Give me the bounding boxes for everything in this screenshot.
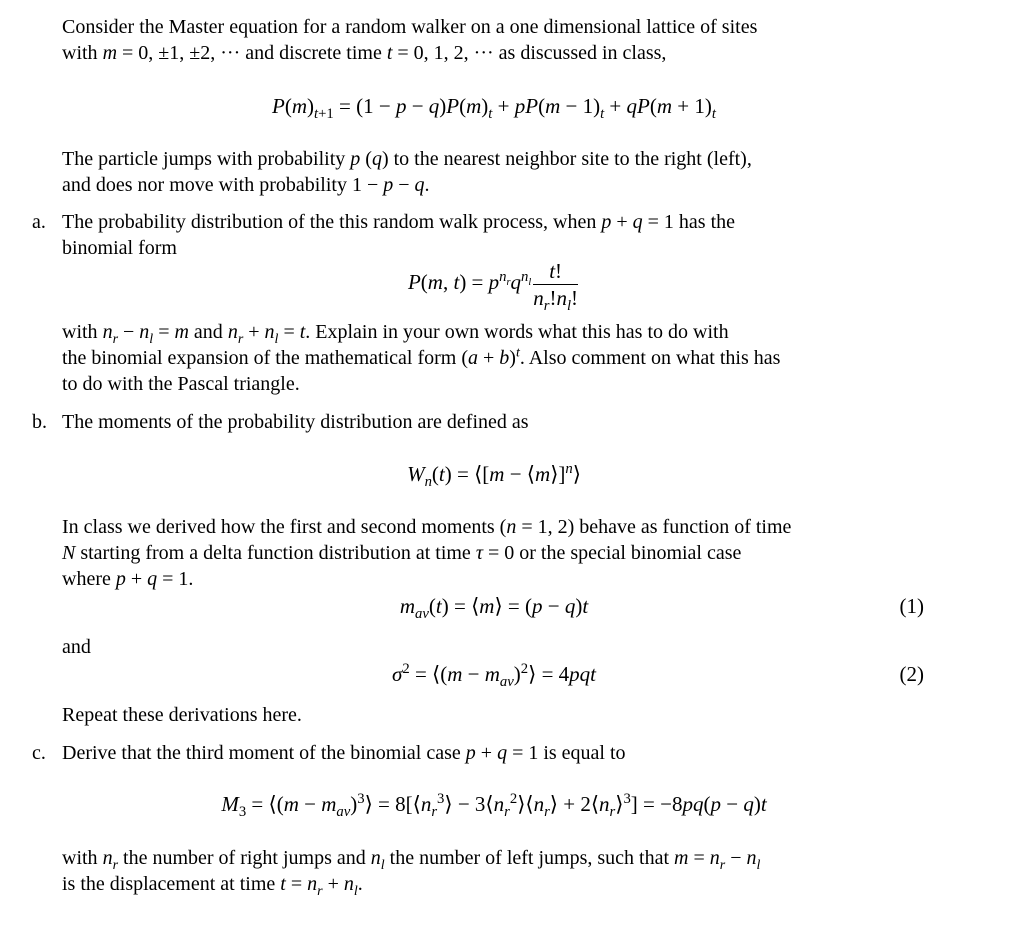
part-c-label: c. (32, 742, 46, 764)
binomial-equation: P(m, $t) = p^{n_r}q^{n_l}$ $\frac{t!}{n_r!n_l!}$ (407, 258, 579, 314)
intro-line-1: Consider the Master equation for a random walker on a one dimensional lattice of sites (62, 16, 758, 38)
jump-line-1: The particle jumps with probability p (q) to the nearest neighbor site to the right (left), (62, 148, 752, 170)
part-b-text-2: N starting from a delta function distribution at time τ = 0 or the special binomial case (62, 542, 742, 564)
equation-number-2: (2) (899, 662, 924, 686)
part-a-line-1: The probability distribution of the this random walk process, when p + q = 1 has the (62, 211, 736, 233)
jump-description (62, 146, 926, 198)
part-a-follow-3: to do with the Pascal triangle. (62, 373, 300, 395)
part-a-followup (62, 319, 926, 397)
jump-line-2: and does nor move with probability 1 − p − q. (62, 174, 430, 196)
part-b-text-1: In class we derived how the first and second moments (n = 1, 2) behave as function of time (62, 516, 792, 538)
part-c-followup (62, 845, 926, 897)
part-b-label: b. (32, 411, 47, 433)
third-moment-equation: $M_3$ = ⟨(m − $m_{av})^3⟩$ = $8[⟨n_r^3⟩$ − $3⟨n_r^2⟩⟨n_r⟩$ + $2⟨n_r⟩^3] = -8pq(p - q)t$ (221, 791, 767, 821)
repeat-text: Repeat these derivations here. (62, 704, 302, 726)
binomial-fraction: $\frac{t!}{n_r!n_l!}$ (533, 258, 579, 314)
part-c-line-1: Derive that the third moment of the binomial case p + q = 1 is equal to (62, 742, 626, 764)
part-b-line-1: The moments of the probability distribution are defined as (62, 411, 529, 433)
part-c-follow-2: is the displacement at time $t = n_r + n_l$. (62, 873, 363, 899)
intro-paragraph (62, 14, 926, 66)
intro-line-2: with m = 0, ±1, ±2, ··· and discrete time t = 0, 1, 2, ··· as discussed in class, (62, 42, 667, 64)
mean-equation: $m_{av}(t)$ = ⟨m⟩ = (p − q)t (1) (399, 594, 924, 623)
part-a-intro (62, 209, 926, 261)
part-a-follow-2: the binomial expansion of the mathematical form $(a + b)^t$. Also comment on what this has (62, 345, 781, 369)
part-b-text-3: where p + q = 1. (62, 568, 194, 590)
master-equation: $P(m)_{t+1} = (1 - p - q)P(m)_t + pP(m - 1)_t + qP(m + 1)_t$ (272, 94, 716, 123)
part-a-follow-1: with $n_r - n_l = m$ and $n_r + n_l = t$. Explain in your own words what this has to do with (62, 321, 729, 347)
part-b-text (62, 514, 926, 592)
moments-equation: $W_n(t)$ = ⟨[m − ⟨m⟩]$^n$⟩ (407, 461, 581, 491)
and-text: and (62, 636, 91, 658)
part-c-follow-1: with $n_r$ the number of right jumps and $n_l$ the number of left jumps, such that $m = n_r - n_l$ (62, 847, 761, 873)
part-a-label: a. (32, 211, 46, 233)
equation-number-1: (1) (899, 594, 924, 618)
part-a-line-2: binomial form (62, 237, 177, 259)
variance-equation: $\sigma^2$ = ⟨(m − $m_{av})^2⟩ = 4pqt$ (2) (391, 661, 924, 691)
